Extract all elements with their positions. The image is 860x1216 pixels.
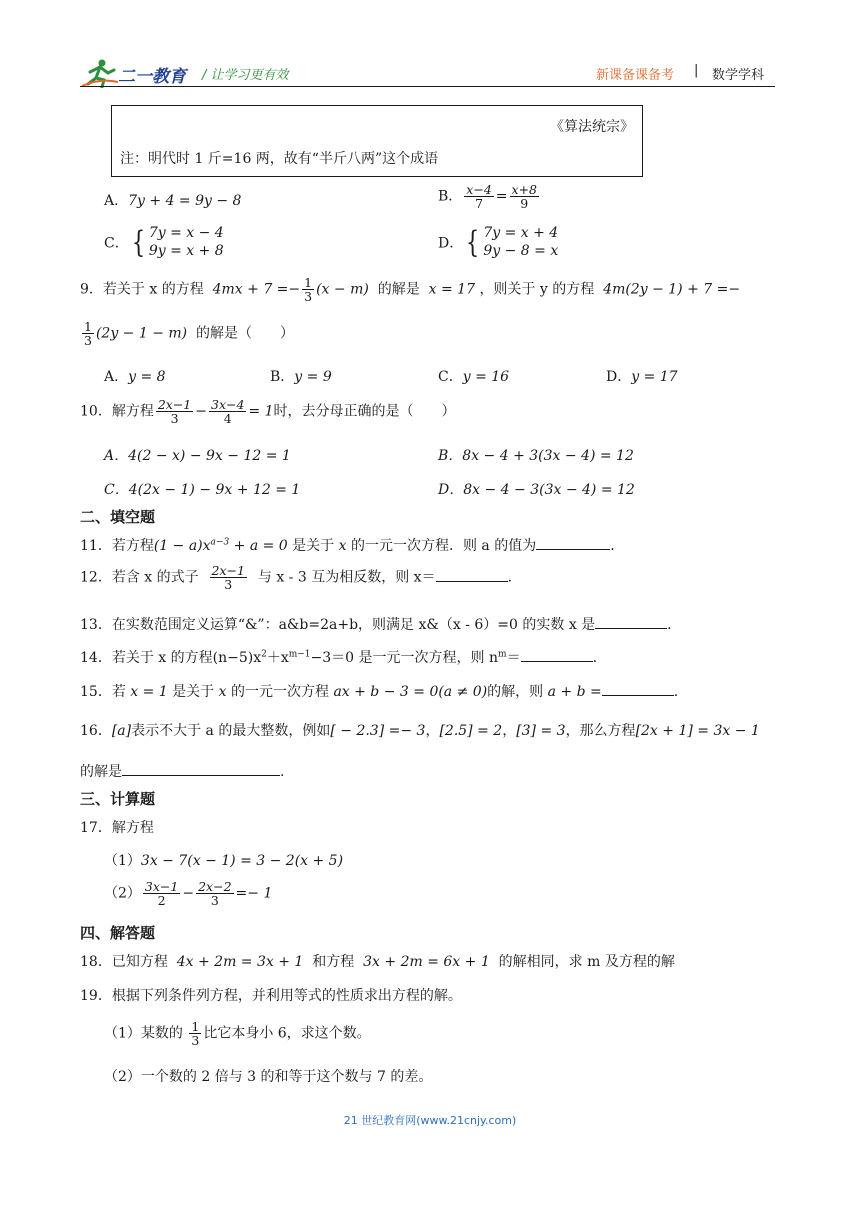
header-subject: 数学学科 xyxy=(712,68,765,83)
q17-part1: （1）3x − 7(x − 1) = 3 − 2(x + 5) xyxy=(104,853,344,869)
q10-stem: 10．解方程 $\frac{2x-1}{3}$ − $\frac{3x-4}{4}$ = 1时，去分母正确的是（ ） xyxy=(80,397,456,427)
q15: 15．若 x = 1 是关于 x 的一元一次方程 ax + b − 3 = 0(a ≠ 0)的解，则 a + b = . xyxy=(80,681,678,701)
fraction: $\frac{1}{3}$ xyxy=(191,1019,200,1049)
fraction: $\frac{x-4}{7}$ xyxy=(466,182,492,212)
section-answer: 四、解答题 xyxy=(80,924,156,942)
fraction: $\frac{3x-1}{2}$ xyxy=(144,879,179,909)
note-box xyxy=(111,105,643,177)
q8-option-b[interactable]: B． $\frac{x-4}{7}$ = $\frac{x+8}{9}$ xyxy=(438,182,537,212)
q16-line2: 的解是 . xyxy=(80,761,284,781)
logo-runner-icon xyxy=(80,58,120,88)
answer-blank[interactable] xyxy=(122,761,280,776)
q9-stem-line2: $\frac{1}{3}$ (2y − 1 − m) 的解是（ ） xyxy=(84,319,295,349)
q9-option-d[interactable]: D．y = 17 xyxy=(606,369,678,385)
q17-stem: 17．解方程 xyxy=(80,820,154,836)
q8-option-a[interactable] xyxy=(104,190,241,210)
fraction: $\frac{2x-2}{3}$ xyxy=(198,879,232,909)
q8-option-c[interactable] xyxy=(104,225,224,260)
section-calculation: 三、计算题 xyxy=(80,790,156,808)
answer-blank[interactable] xyxy=(602,681,674,696)
footer: 21 世纪教育网(www.21cnjy.com) xyxy=(343,1114,517,1127)
note-text: 注：明代时 1 斤=16 两，故有“半斤八两”这个成语 xyxy=(120,151,439,167)
header-divider: | xyxy=(694,63,699,78)
header xyxy=(80,58,780,92)
q18: 18．已知方程 4x + 2m = 3x + 1 和方程 3x + 2m = 6x + 1 的解相同，求 m 及方程的解 xyxy=(80,954,675,970)
header-slogan: / 让学习更有效 xyxy=(202,68,289,83)
q17-part2: （2） $\frac{3x-1}{2}$ − $\frac{2x-2}{3}$ =− 1 xyxy=(104,879,273,909)
fraction: $\frac{3x-4}{4}$ xyxy=(211,397,245,427)
q10-option-c[interactable]: C．4(2x − 1) − 9x + 12 = 1 xyxy=(104,482,301,498)
equation-system: 7y = x − 4 9y = x + 8 xyxy=(148,225,224,259)
equation-system: 7y = x + 4 9y − 8 = x xyxy=(483,225,559,259)
q19-part1: （1）某数的 $\frac{1}{3}$ 比它本身小 6，求这个数。 xyxy=(104,1019,371,1049)
q9-option-b[interactable]: B．y = 9 xyxy=(270,369,332,385)
q13: 13．在实数范围定义运算“&”：a&b=2a+b，则满足 x&（x - 6）=0 的实数 x 是 . xyxy=(80,614,672,634)
q10-option-d[interactable]: D．8x − 4 − 3(3x − 4) = 12 xyxy=(438,482,635,498)
q12: 12．若含 x 的式子 $\frac{2x-1}{3}$ 与 x - 3 互为相反数，则 x＝ . xyxy=(80,563,513,593)
answer-blank[interactable] xyxy=(521,647,593,662)
q14: 14．若关于 x 的方程$(n-5)x^2+x^{m-1}-3=0$ 是一元一次方程，则 $n^m=$ . xyxy=(80,647,597,667)
q10-option-b[interactable]: B．8x − 4 + 3(3x − 4) = 12 xyxy=(438,448,634,464)
fraction: $\frac{1}{3}$ xyxy=(84,319,92,349)
q16-line1: 16．[a]表示不大于 a 的最大整数，例如[ − 2.3] =− 3，[2.5] = 2，[3] = 3，那么方程[2x + 1] = 3x − 1 xyxy=(80,723,760,739)
option-label: C． xyxy=(104,235,129,252)
header-rule xyxy=(80,86,775,87)
q9-option-c[interactable]: C．y = 16 xyxy=(438,369,510,385)
brace-symbol: { xyxy=(466,224,480,260)
q19-stem: 19．根据下列条件列方程，并利用等式的性质求出方程的解。 xyxy=(80,988,462,1004)
brace-symbol: { xyxy=(131,224,145,260)
fraction: $\frac{2x-1}{3}$ xyxy=(211,563,245,593)
option-label: B． xyxy=(438,188,463,205)
q8-option-d[interactable] xyxy=(438,225,558,260)
fraction: $\frac{1}{3}$ xyxy=(304,275,313,305)
option-label: A． xyxy=(104,193,129,209)
note-source: 《算法统宗》 xyxy=(550,119,634,135)
answer-blank[interactable] xyxy=(536,535,610,550)
q9-stem-line1: 9．若关于 x 的方程 4mx + 7 =− $\frac{1}{3}$ (x − m) 的解是 x = 17 ，则关于 y 的方程 4m(2y − 1) + 7 =− xyxy=(80,275,741,305)
brand-logo-text: 二一教育 xyxy=(118,67,186,87)
header-right-label: 新课备课备考 xyxy=(596,68,675,83)
option-label: D． xyxy=(438,235,464,252)
answer-blank[interactable] xyxy=(595,614,667,629)
fraction: $\frac{2x-1}{3}$ xyxy=(157,397,192,427)
section-fill-in: 二、填空题 xyxy=(80,508,156,526)
option-a-text: 7y + 4 = 9y − 8 xyxy=(128,193,242,209)
q11: 11．若方程$(1 - a)x^{a-3} + a = 0$ 是关于 x 的一元一次方程．则 a 的值为 . xyxy=(80,535,615,555)
fraction: $\frac{x+8}{9}$ xyxy=(511,182,537,212)
q9-option-a[interactable]: A．y = 8 xyxy=(104,369,166,385)
answer-blank[interactable] xyxy=(436,567,508,582)
q10-option-a[interactable]: A．4(2 − x) − 9x − 12 = 1 xyxy=(104,448,291,464)
q19-part2: （2）一个数的 2 倍与 3 的和等于这个数与 7 的差。 xyxy=(104,1069,433,1085)
